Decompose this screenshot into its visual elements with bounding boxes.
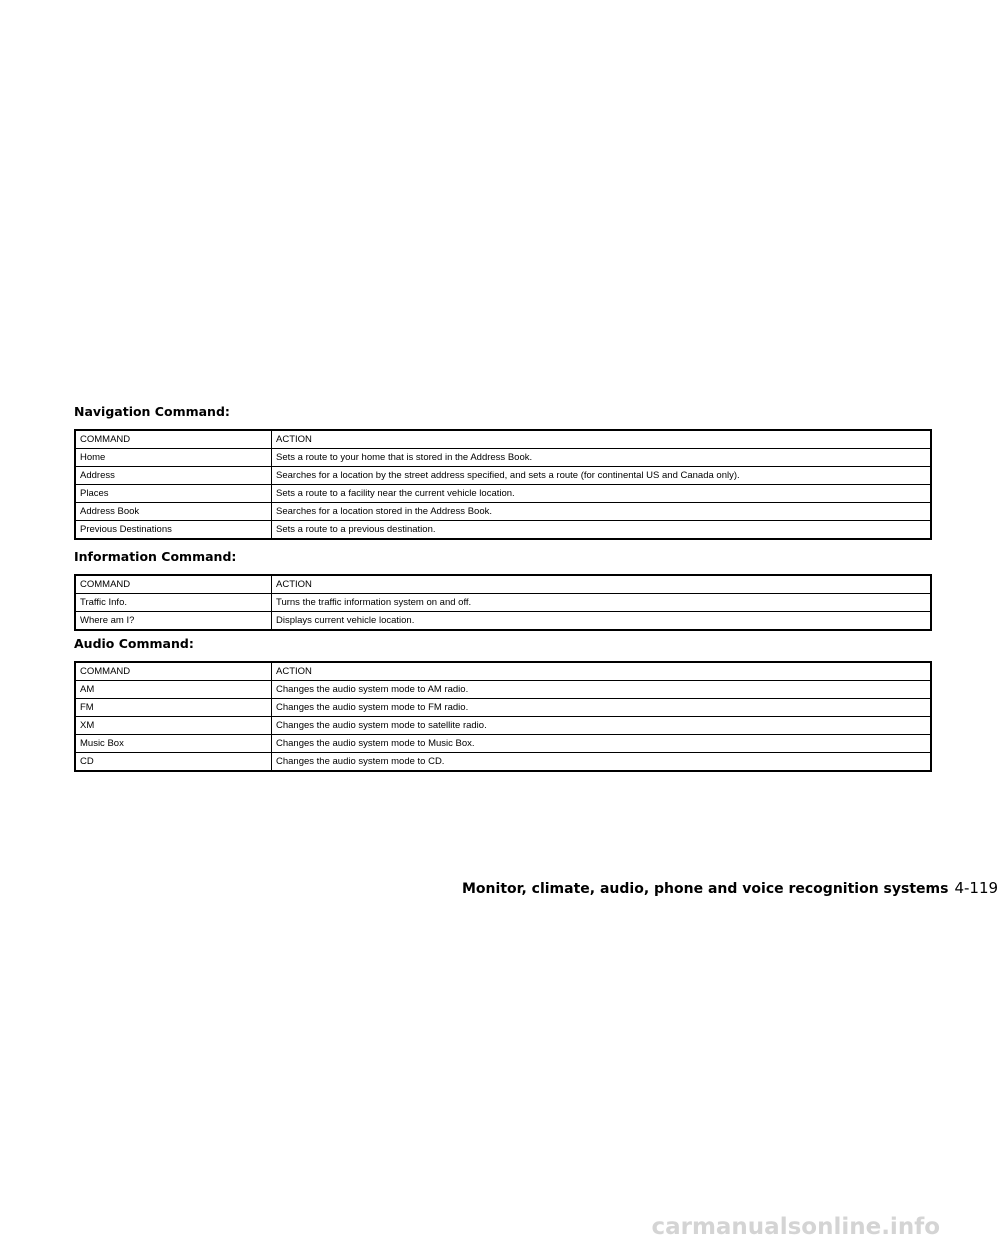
action-cell: Sets a route to your home that is stored in the Address Book. — [272, 449, 932, 467]
header-command: COMMAND — [75, 430, 272, 449]
information-command-title: Information Command: — [74, 549, 237, 564]
command-cell: CD — [75, 753, 272, 772]
action-cell: Searches for a location stored in the Address Book. — [272, 503, 932, 521]
table-header-row — [75, 662, 931, 681]
command-cell: Where am I? — [75, 612, 272, 631]
action-cell: Changes the audio system mode to CD. — [276, 756, 445, 767]
action-cell: Changes the audio system mode to FM radio. — [272, 699, 932, 717]
command-cell: Places — [75, 485, 272, 503]
navigation-command-title: Navigation Command: — [74, 404, 230, 419]
header-action: ACTION — [272, 430, 932, 449]
audio-command-section — [74, 636, 932, 772]
table-row — [75, 681, 931, 699]
command-cell: Music Box — [75, 735, 272, 753]
table-row — [75, 485, 931, 503]
action-cell: Sets a route to a facility near the current vehicle location. — [272, 485, 932, 503]
table-row — [75, 735, 931, 753]
audio-command-title: Audio Command: — [74, 636, 194, 651]
audio-command-table — [74, 661, 932, 772]
page-number: 4-119 — [954, 879, 998, 897]
table-row — [75, 717, 931, 735]
command-cell: Home — [75, 449, 272, 467]
table-row — [75, 521, 931, 540]
information-command-section — [74, 549, 932, 631]
table-row — [75, 753, 931, 772]
action-cell: Turns the traffic information system on and off. — [272, 594, 932, 612]
header-command: COMMAND — [75, 662, 272, 681]
command-cell: Traffic Info. — [75, 594, 272, 612]
header-command: COMMAND — [75, 575, 272, 594]
information-command-table — [74, 574, 932, 631]
table-header-row — [75, 575, 931, 594]
page-footer — [462, 876, 998, 900]
action-cell: Sets a route to a previous destination. — [276, 524, 436, 535]
action-cell: Changes the audio system mode to AM radio. — [272, 681, 932, 699]
action-cell: Searches for a location by the street address specified, and sets a route (for continental US and Canada only). — [272, 467, 932, 485]
action-cell: Changes the audio system mode to Music Box. — [272, 735, 932, 753]
table-row — [75, 467, 931, 485]
table-row — [75, 503, 931, 521]
table-row — [75, 594, 931, 612]
command-cell: Address Book — [75, 503, 272, 521]
header-action: ACTION — [272, 575, 932, 594]
table-row — [75, 449, 931, 467]
header-action: ACTION — [272, 662, 932, 681]
action-cell: Displays current vehicle location. — [276, 615, 415, 626]
command-cell: Previous Destinations — [75, 521, 272, 540]
command-cell: FM — [75, 699, 272, 717]
command-cell: XM — [75, 717, 272, 735]
watermark: carmanualsonline.info — [651, 1214, 940, 1240]
table-row — [75, 699, 931, 717]
table-header-row — [75, 430, 931, 449]
footer-chapter-title: Monitor, climate, audio, phone and voice recognition systems — [462, 881, 949, 897]
navigation-command-section — [74, 404, 932, 540]
command-cell: AM — [75, 681, 272, 699]
action-cell: Changes the audio system mode to satellite radio. — [272, 717, 932, 735]
command-cell: Address — [75, 467, 272, 485]
navigation-command-table — [74, 429, 932, 540]
table-row — [75, 612, 931, 631]
